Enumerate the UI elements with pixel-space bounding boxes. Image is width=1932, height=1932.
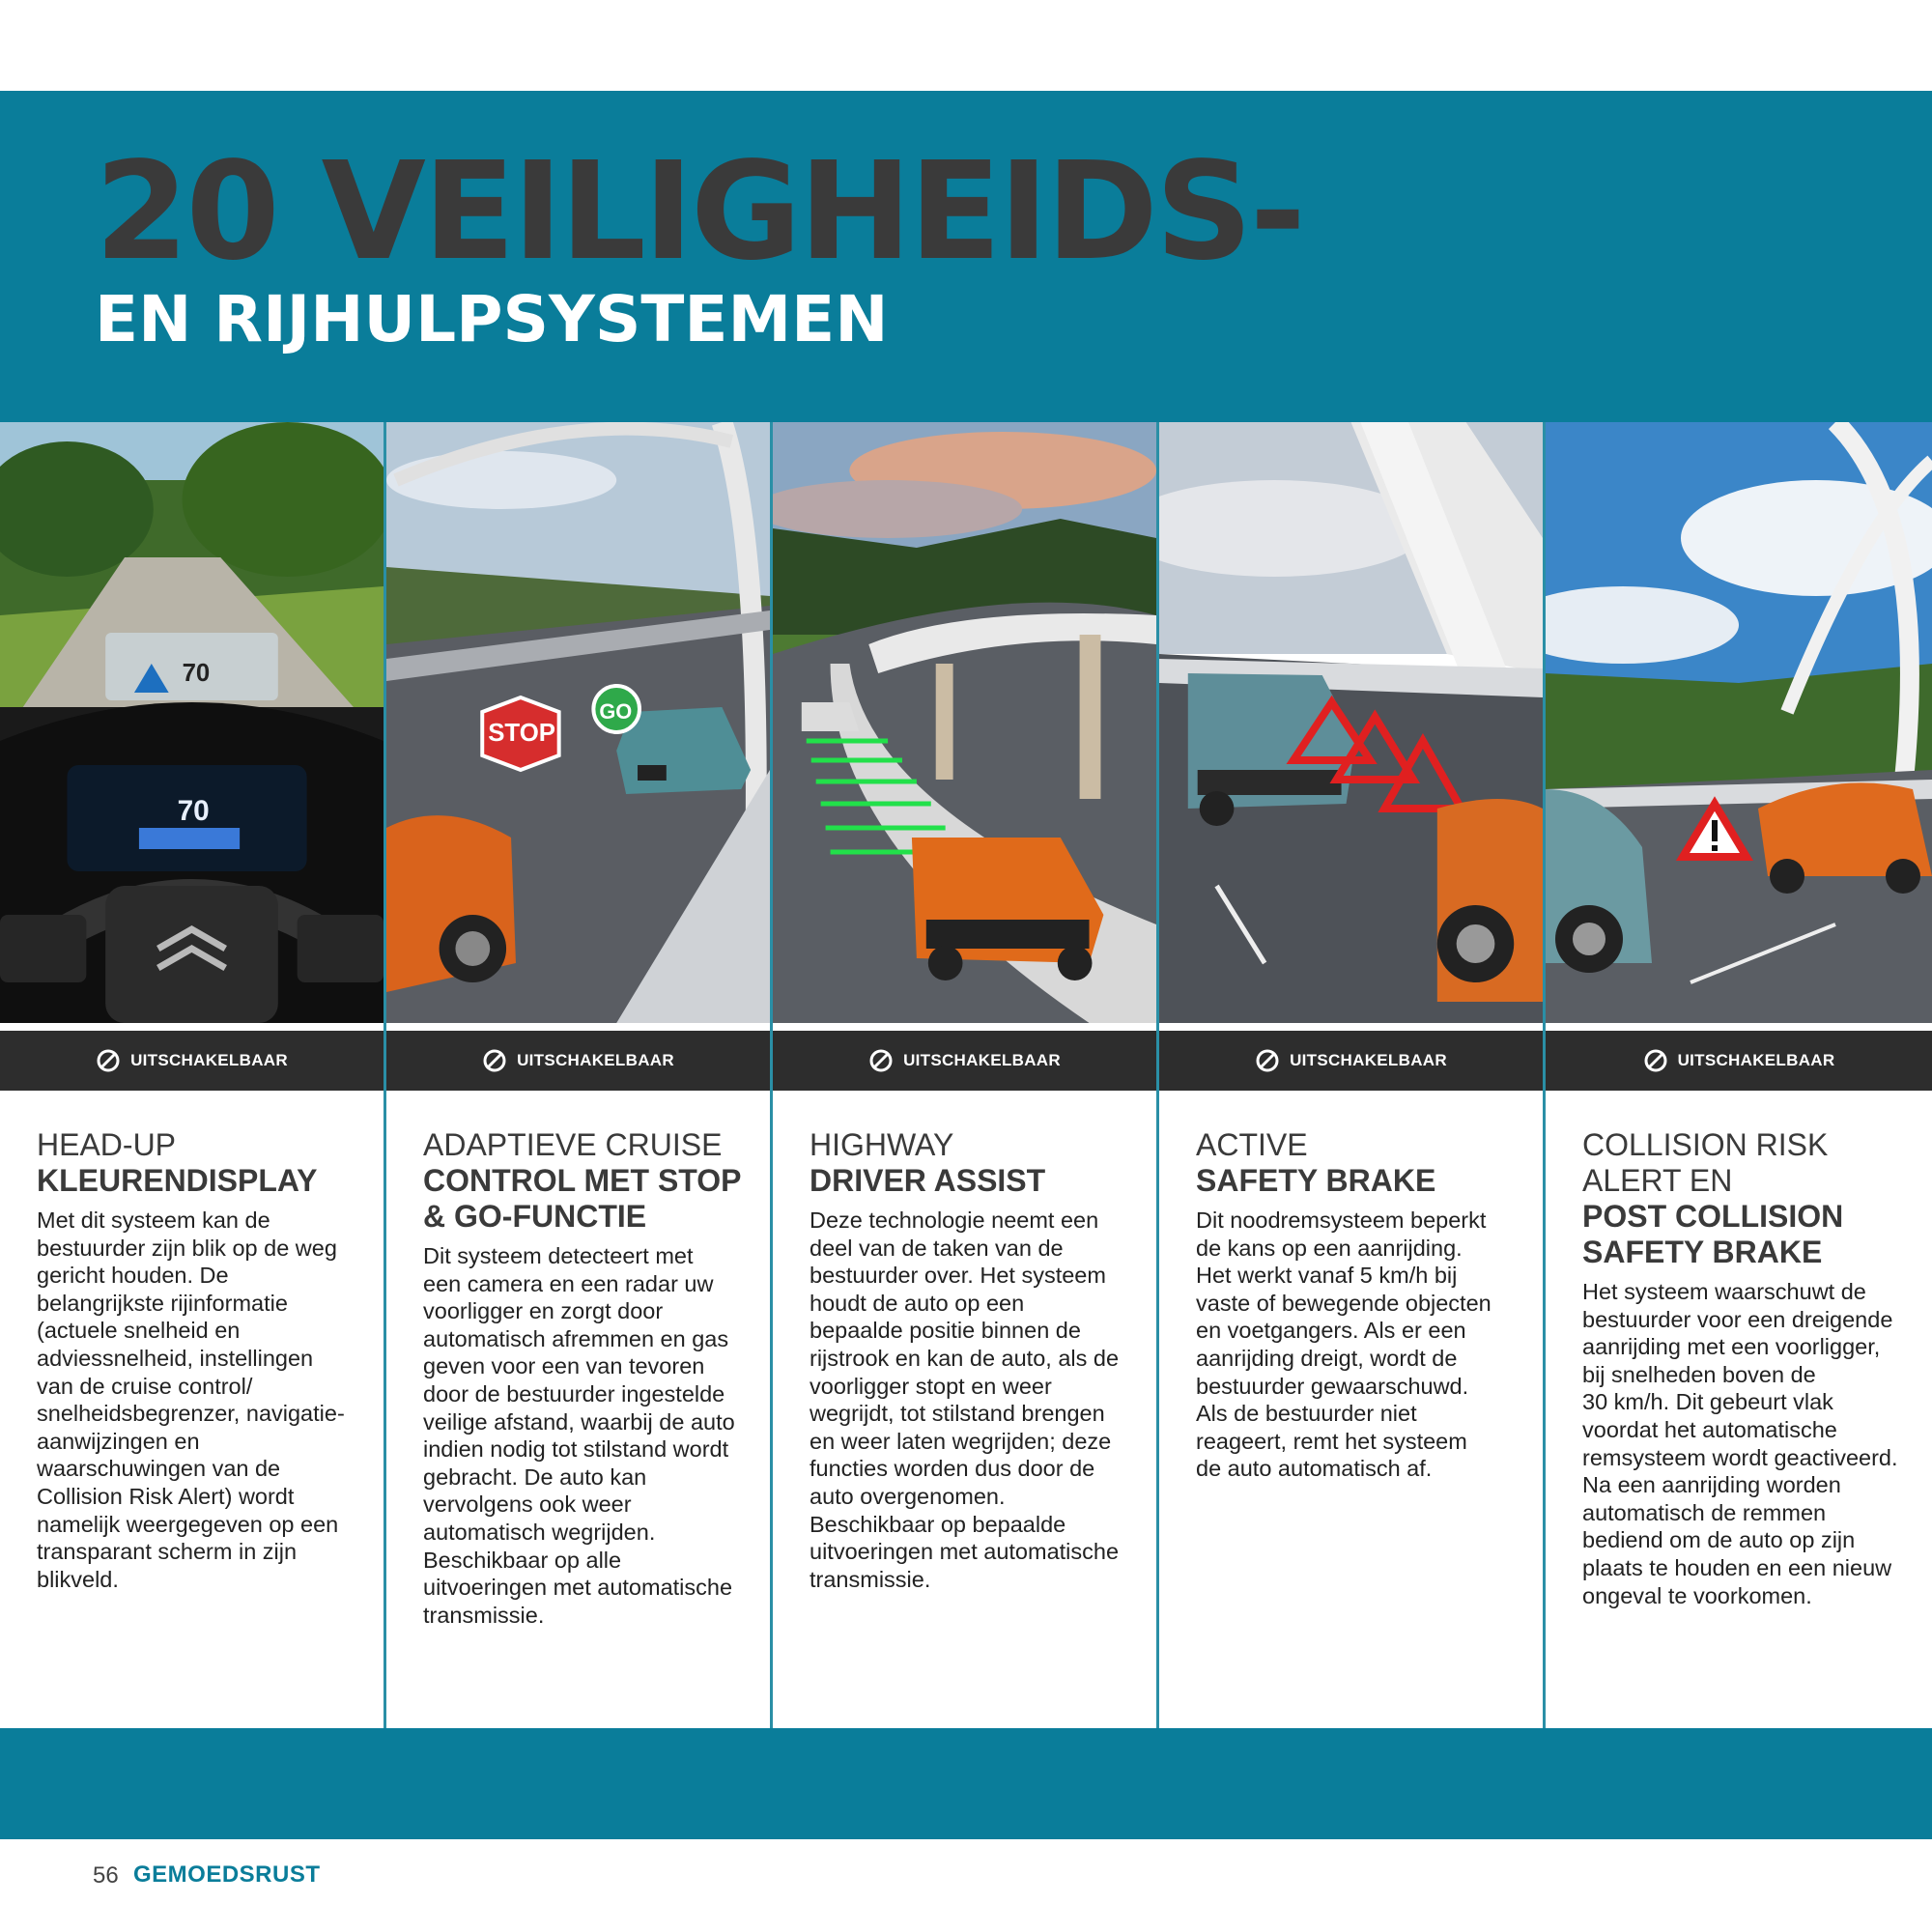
switch-off-label: UITSCHAKELBAAR — [903, 1051, 1061, 1069]
feature-text — [810, 1127, 1138, 1593]
feature-photo-active-safety-brake — [1159, 422, 1543, 1023]
switch-off-icon — [96, 1048, 121, 1073]
feature-text — [423, 1127, 752, 1629]
feature-photo-head-up — [0, 422, 384, 1023]
feature-photo-collision-risk-alert — [1546, 422, 1932, 1023]
switch-off-bar — [0, 1031, 384, 1091]
feature-photo-highway-assist — [773, 422, 1156, 1023]
feature-heading-light: HIGHWAY — [810, 1127, 954, 1162]
feature-card-highway-assist — [773, 422, 1159, 1728]
switch-off-bar — [1546, 1031, 1932, 1091]
feature-photo-adaptive-cruise — [386, 422, 770, 1023]
feature-card-adaptive-cruise — [386, 422, 773, 1728]
stop-sign-icon: STOP — [488, 719, 555, 748]
feature-text — [1196, 1127, 1524, 1483]
feature-card-head-up — [0, 422, 386, 1728]
switch-off-icon — [482, 1048, 507, 1073]
switch-off-label: UITSCHAKELBAAR — [1677, 1051, 1835, 1069]
switch-off-bar — [1159, 1031, 1543, 1091]
switch-off-label: UITSCHAKELBAAR — [130, 1051, 288, 1069]
feature-card-active-safety-brake — [1159, 422, 1546, 1728]
feature-heading-bold: KLEURENDISPLAY — [37, 1163, 318, 1198]
feature-grid — [0, 422, 1932, 1728]
page-subtitle: EN RIJHULPSYSTEMEN — [95, 282, 889, 356]
feature-heading-bold: POST COLLISION SAFETY BRAKE — [1582, 1199, 1844, 1269]
section-name: GEMOEDSRUST — [133, 1861, 321, 1888]
switch-off-icon — [1255, 1048, 1280, 1073]
feature-heading-light: ACTIVE — [1196, 1127, 1308, 1162]
switch-off-bar — [773, 1031, 1156, 1091]
switch-off-icon — [868, 1048, 894, 1073]
go-sign-icon: GO — [599, 698, 633, 724]
top-margin — [0, 0, 1932, 91]
switch-off-bar — [386, 1031, 770, 1091]
page-title: 20 VEILIGHEIDS- — [95, 133, 1303, 291]
feature-description: Met dit systeem kan de bestuurder zijn blik op de weg gericht houden. De belangrijkste rijinformatie (actuele snelheid en adviessnelheid, instellingen van de cruise control/ snelheidsbegrenzer, navigatie- aanwijzingen en waarschuwingen van de Collision Risk Alert) wordt namelijk weergegeven op een transparant scherm in zijn blikveld. — [37, 1208, 345, 1592]
feature-heading-light: ADAPTIEVE CRUISE — [423, 1127, 723, 1162]
feature-heading-bold: DRIVER ASSIST — [810, 1163, 1046, 1198]
page-number: 56 — [93, 1862, 119, 1889]
feature-heading-light: COLLISION RISK ALERT EN — [1582, 1127, 1829, 1198]
feature-description: Het systeem waarschuwt de bestuurder voor een dreigende aanrijding met een voorligger, bij snelheden boven de 30 km/h. Dit gebeurt vlak voordat het automatische remsysteem wordt geactiveerd. Na een aanrijding worden automatisch de remmen bediend om de auto op zijn plaats te houden en een nieuw ongeval te voorkomen. — [1582, 1279, 1898, 1608]
feature-card-collision-risk-alert — [1546, 422, 1932, 1728]
feature-heading-bold: CONTROL MET STOP & GO-FUNCTIE — [423, 1163, 742, 1234]
feature-description: Dit noodremsysteem beperkt de kans op een aanrijding. Het werkt vanaf 5 km/h bij vaste of bewegende objecten en voetgangers. Als er een aanrijding dreigt, wordt de bestuurder gewaarschuwd. Als de bestuurder niet reageert, remt het systeem de auto automatisch af. — [1196, 1208, 1492, 1482]
hud-speed-text: 70 — [182, 659, 211, 688]
feature-text — [37, 1127, 365, 1593]
switch-off-label: UITSCHAKELBAAR — [517, 1051, 674, 1069]
switch-off-label: UITSCHAKELBAAR — [1290, 1051, 1447, 1069]
footer-band — [0, 1728, 1932, 1839]
feature-text — [1582, 1127, 1911, 1609]
feature-description: Deze technologie neemt een deel van de taken van de bestuurder over. Het systeem houdt de auto op een bepaalde positie binnen de rijstrook en kan de auto, als de voorligger stopt en weer wegrijdt, tot stilstand brengen en weer laten wegrijden; deze functies worden dus door de auto overgenomen. Beschikbaar op bepaalde uitvoeringen met automatische transmissie. — [810, 1208, 1120, 1592]
feature-heading-light: HEAD-UP — [37, 1127, 177, 1162]
svg-text:70: 70 — [177, 794, 210, 828]
feature-heading-bold: SAFETY BRAKE — [1196, 1163, 1436, 1198]
feature-description: Dit systeem detecteert met een camera en een radar uw voorligger en zorgt door automatisch afremmen en gas geven voor een van tevoren door de bestuurder ingestelde veilige afstand, waarbij de auto indien nodig tot stilstand wordt gebracht. De auto kan vervolgens ook weer automatisch wegrijden. Beschikbaar op alle uitvoeringen met automatische transmissie. — [423, 1243, 735, 1628]
switch-off-icon — [1643, 1048, 1668, 1073]
